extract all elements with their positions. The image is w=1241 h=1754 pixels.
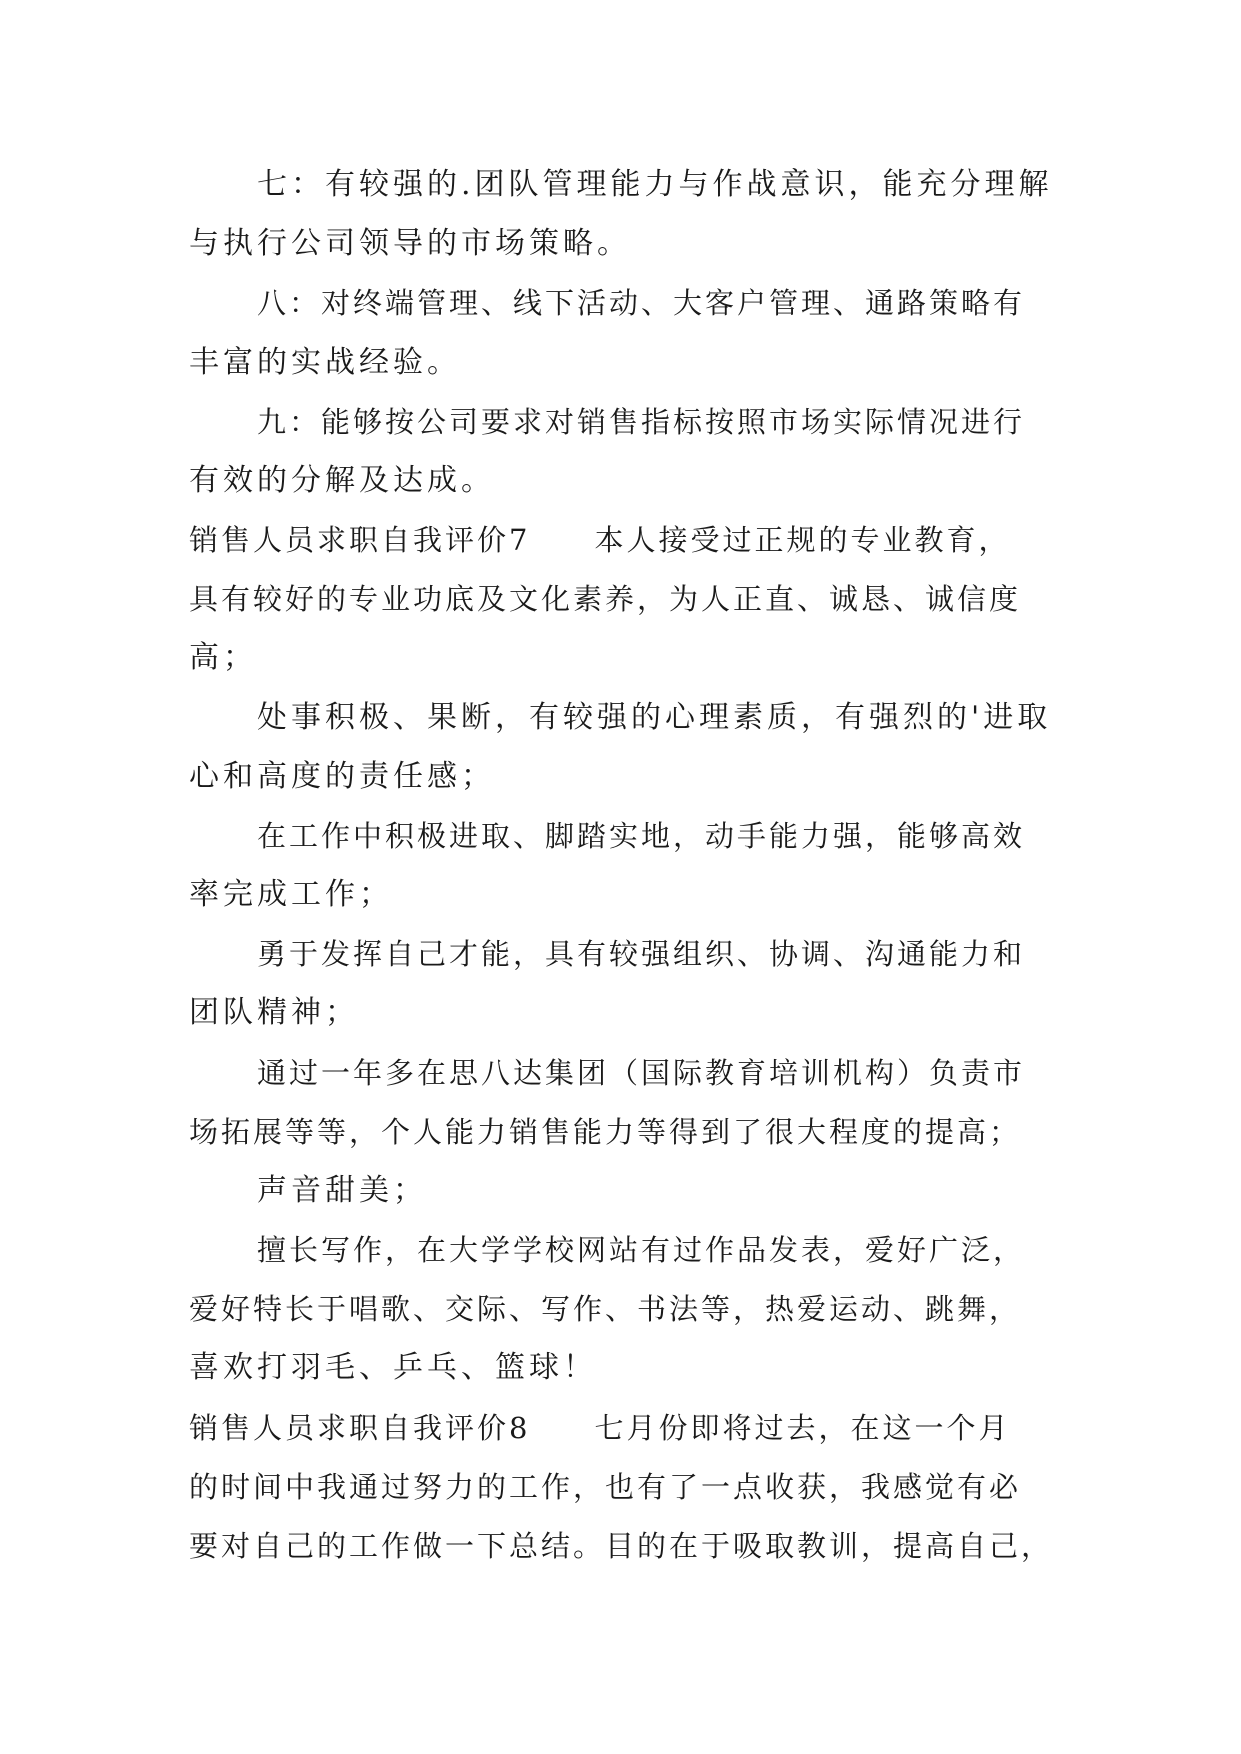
text-line: 有效的分解及达成。 <box>189 463 495 498</box>
text-line: 率完成工作； <box>189 877 393 912</box>
section-heading-line: 销售人员求职自我评价8 七月份即将过去，在这一个月 <box>189 1411 1011 1445</box>
text-line: 七：有较强的.团队管理能力与作战意识，能充分理解 <box>257 167 1053 202</box>
text-line: 场拓展等等，个人能力销售能力等得到了很大程度的提高； <box>189 1115 1022 1149</box>
text-line: 声音甜美； <box>257 1173 427 1208</box>
text-line: 的时间中我通过努力的工作，也有了一点收获，我感觉有必 <box>189 1470 1022 1504</box>
text-line: 高； <box>189 640 257 675</box>
text-line: 具有较好的专业功底及文化素养，为人正直、诚恳、诚信度 <box>189 582 1022 616</box>
text-line: 九：能够按公司要求对销售指标按照市场实际情况进行 <box>257 405 1026 439</box>
text-line: 在工作中积极进取、脚踏实地，动手能力强，能够高效 <box>257 819 1026 853</box>
text-line: 处事积极、果断，有较强的心理素质，有强烈的'进取 <box>257 700 1052 735</box>
text-line: 要对自己的工作做一下总结。目的在于吸取教训，提高自己， <box>189 1529 1054 1563</box>
text-line: 心和高度的责任感； <box>189 759 495 794</box>
text-line: 与执行公司领导的市场策略。 <box>189 226 631 261</box>
text-line: 丰富的实战经验。 <box>189 345 461 380</box>
text-line: 爱好特长于唱歌、交际、写作、书法等，热爱运动、跳舞， <box>189 1292 1022 1326</box>
text-line: 通过一年多在思八达集团（国际教育培训机构）负责市 <box>257 1056 1026 1090</box>
text-line: 喜欢打羽毛、乒乓、篮球！ <box>189 1350 597 1385</box>
text-line: 团队精神； <box>189 995 359 1030</box>
text-line: 勇于发挥自己才能，具有较强组织、协调、沟通能力和 <box>257 937 1026 971</box>
text-line: 八：对终端管理、线下活动、大客户管理、通路策略有 <box>257 286 1026 320</box>
text-line: 擅长写作，在大学学校网站有过作品发表，爱好广泛， <box>257 1233 1026 1267</box>
section-heading-line: 销售人员求职自我评价7 本人接受过正规的专业教育， <box>189 523 1011 557</box>
